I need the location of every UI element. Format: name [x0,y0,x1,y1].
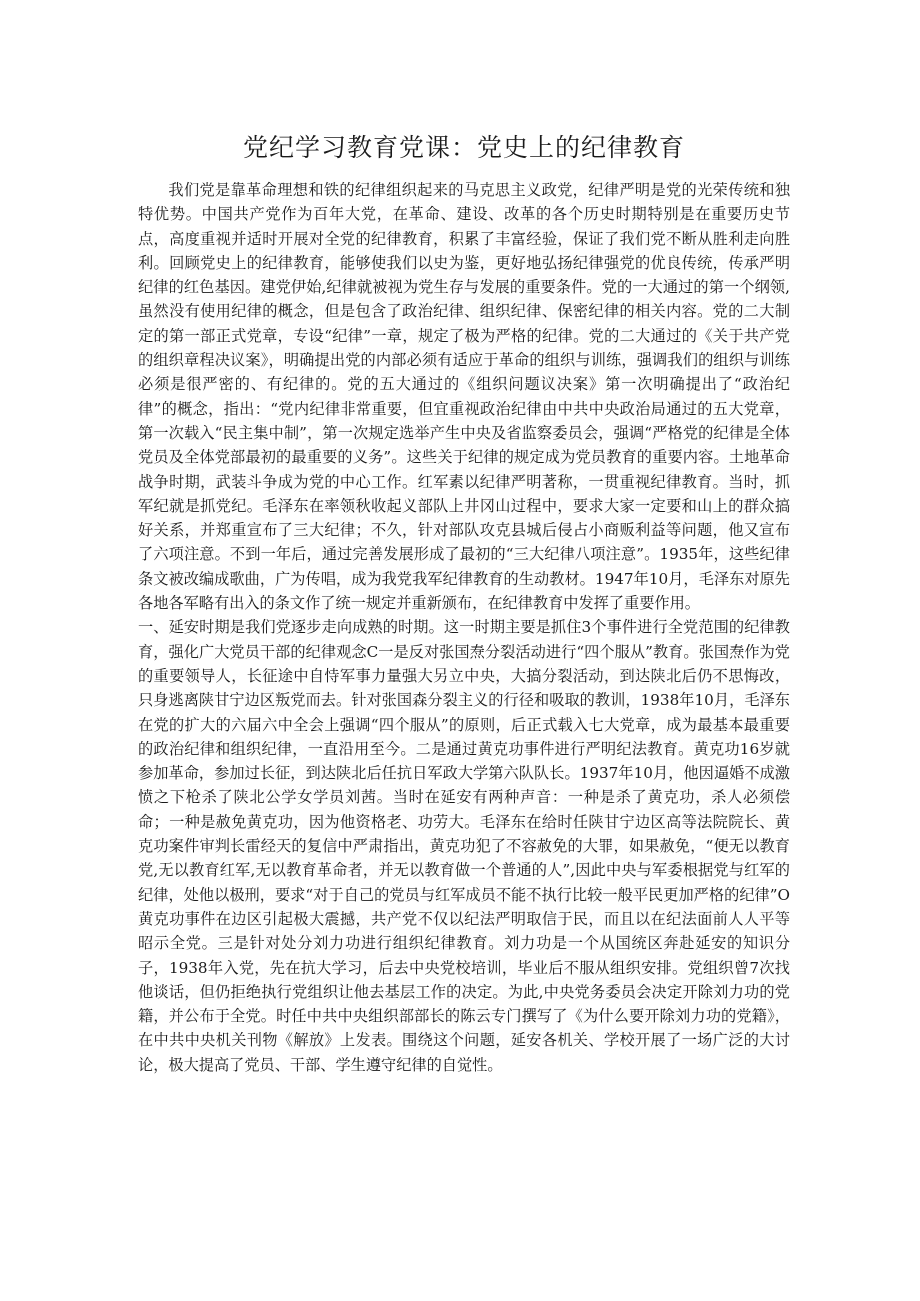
document-page [138,128,790,1077]
document-title: 党纪学习教育党课：党史上的纪律教育 [242,133,685,162]
body-paragraph-yanan: 一、延安时期是我们党逐步走向成熟的时期。这一时期主要是抓住3个事件进行全党范围的纪律教育，强化广大党员干部的纪律观念C一是反对张国焘分裂活动进行“四个服从”教育。张国焘作为党的重要领导人，长征途中自恃军事力量强大另立中央，大搞分裂活动，到达陕北后仍不思悔改，只身逃离陕甘宁边区叛党而去。针对张国森分裂主义的行径和吸取的教训，1938年10月，毛泽东在党的扩大的六届六中全会上强调“四个服从”的原则，后正式载入七大党章，成为最基本最重要的政治纪律和组织纪律，一直沿用至今。二是通过黄克功事件进行严明纪法教育。黄克功16岁就参加革命，参加过长征，到达陕北后任抗日军政大学第六队队长。1937年10月，他因逼婚不成激愤之下枪杀了陕北公学女学员刘茜。当时在延安有两种声音：一种是杀了黄克功，杀人必须偿命；一种是赦免黄克功，因为他资格老、功劳大。毛泽东在给时任陕甘宁边区高等法院院长、黄克功案件审判长雷经天的复信中严肃指出，黄克功犯了不容赦免的大罪，如果赦免，“便无以教育党,无以教育红军,无以教育革命者，并无以教育做一个普通的人”,因此中央与军委根据党与红军的纪律，处他以极刑，要求“对于自己的党员与红军成员不能不执行比较一般平民更加严格的纪律”O黄克功事件在边区引起极大震撼，共产党不仅以纪法严明取信于民，而且以在纪法面前人人平等昭示全党。三是针对处分刘力功进行组织纪律教育。刘力功是一个从国统区奔赴延安的知识分子，1938年入党，先在抗大学习，后去中央党校培训，毕业后不服从组织安排。党组织曾7次找他谈话，但仍拒绝执行党组织让他去基层工作的决定。为此,中央党务委员会决定开除刘力功的党籍，并公布于全党。时任中共中央组织部部长的陈云专门撰写了《为什么要开除刘力功的党籍》，在中共中央机关刊物《解放》上发表。围绕这个问题，延安各机关、学校开展了一场广泛的大讨论，极大提高了党员、干部、学生遵守纪律的自觉性。 [138,618,790,1074]
body-paragraph-intro: 我们党是靠革命理想和铁的纪律组织起来的马克思主义政党，纪律严明是党的光荣传统和独特优势。中国共产党作为百年大党，在革命、建设、改革的各个历史时期特别是在重要历史节点，高度重视并适时开展对全党的纪律教育，积累了丰富经验，保证了我们党不断从胜利走向胜利。回顾党史上的纪律教育，能够使我们以史为鉴，更好地弘扬纪律强党的优良传统，传承严明纪律的红色基因。建党伊始,纪律就被视为党生存与发展的重要条件。党的一大通过的第一个纲领,虽然没有使用纪律的概念，但是包含了政治纪律、组织纪律、保密纪律的相关内容。党的二大制定的第一部正式党章，专设“纪律”一章，规定了极为严格的纪律。党的二大通过的《关于共产党的组织章程决议案》，明确提出党的内部必须有适应于革命的组织与训练，强调我们的组织与训练必须是很严密的、有纪律的。党的五大通过的《组织问题议决案》第一次明确提出了“政治纪律”的概念，指出：“党内纪律非常重要，但宜重视政治纪律由中共中央政治局通过的五大党章，第一次载入“民主集中制”，第一次规定选举产生中央及省监察委员会，强调“严格党的纪律是全体党员及全体党部最初的最重要的义务”。这些关于纪律的规定成为党员教育的重要内容。土地革命战争时期，武装斗争成为党的中心工作。红军素以纪律严明著称，一贯重视纪律教育。当时，抓军纪就是抓党纪。毛泽东在率领秋收起义部队上井冈山过程中，要求大家一定要和山上的群众搞好关系，并郑重宣布了三大纪律；不久，针对部队攻克县城后侵占小商贩利益等问题，他又宣布了六项注意。不到一年后，通过完善发展形成了最初的“三大纪律八项注意”。1935年，这些纪律条文被改编成歌曲，广为传唱，成为我党我军纪律教育的生动教材。1947年10月，毛泽东对原先各地各军略有出入的条文作了统一规定并重新颁布，在纪律教育中发挥了重要作用。 [138,181,790,613]
